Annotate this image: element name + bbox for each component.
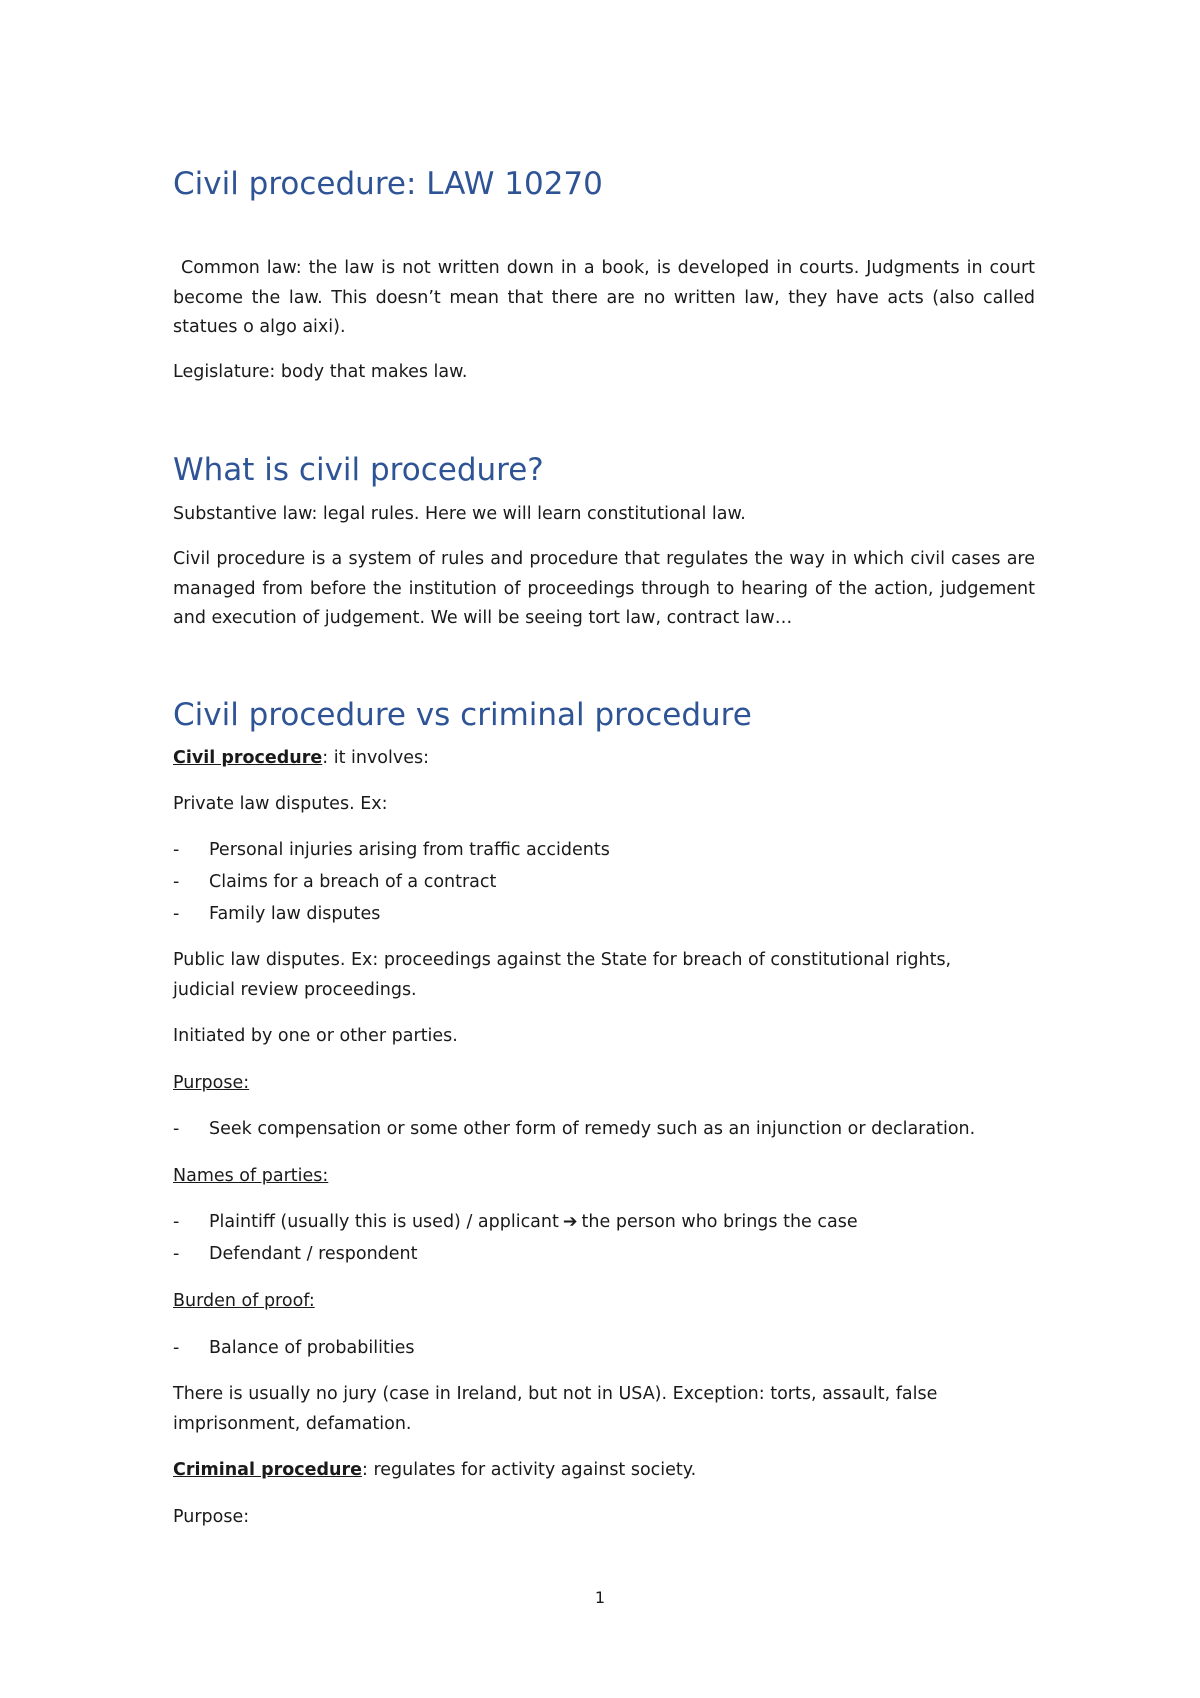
dash-icon: - bbox=[173, 904, 180, 924]
public-law-paragraph: Public law disputes. Ex: proceedings against the State for breach of constitutional rights, judicial review proceedings. bbox=[173, 950, 952, 1000]
substantive-law-paragraph: Substantive law: legal rules. Here we will learn constitutional law. bbox=[173, 504, 746, 524]
dash-icon: - bbox=[173, 1338, 180, 1358]
section-heading-what-is: What is civil procedure? bbox=[173, 452, 544, 488]
private-law-intro: Private law disputes. Ex: bbox=[173, 794, 388, 814]
right-arrow-icon: ➔ bbox=[562, 1212, 578, 1232]
purpose-label: Purpose: bbox=[173, 1073, 250, 1093]
legislature-paragraph: Legislature: body that makes law. bbox=[173, 362, 468, 382]
civil-procedure-label: Civil procedure bbox=[173, 748, 323, 768]
jury-paragraph: There is usually no jury (case in Ireland, but not in USA). Exception: torts, assault, false imprisonment, defamation. bbox=[173, 1384, 938, 1434]
burden-of-proof-label: Burden of proof: bbox=[173, 1291, 315, 1311]
definition-paragraph: Civil procedure is a system of rules and procedure that regulates the way in which civil cases are managed from before the institution of proceedings through to hearing of the action, judgement and execution of judgement. We will be seeing tort law, contract law… bbox=[173, 549, 1035, 628]
criminal-procedure-line bbox=[173, 1456, 1035, 1486]
criminal-procedure-label: Criminal procedure bbox=[173, 1460, 362, 1480]
purpose-label-2: Purpose: bbox=[173, 1507, 250, 1527]
civil-procedure-line bbox=[173, 744, 1035, 774]
list-item: - Claims for a breach of a contract bbox=[173, 868, 496, 897]
list-item: - Family law disputes bbox=[173, 900, 380, 929]
page-number: 1 bbox=[594, 1588, 606, 1607]
list-item: - Personal injuries arising from traffic accidents bbox=[173, 836, 610, 865]
dash-icon: - bbox=[173, 840, 180, 860]
dash-icon: - bbox=[173, 872, 180, 892]
names-of-parties-label: Names of parties: bbox=[173, 1166, 329, 1186]
dash-icon: - bbox=[173, 1119, 180, 1139]
list-item: - Balance of probabilities bbox=[173, 1334, 415, 1363]
list-item: - Plaintiff (usually this is used) / applicant ➔ the person who brings the case bbox=[173, 1208, 858, 1237]
initiated-paragraph: Initiated by one or other parties. bbox=[173, 1026, 458, 1046]
dash-icon: - bbox=[173, 1212, 180, 1232]
section-heading-vs: Civil procedure vs criminal procedure bbox=[173, 697, 752, 733]
list-item: - Defendant / respondent bbox=[173, 1240, 418, 1269]
civil-procedure-rest: : it involves: bbox=[322, 748, 430, 768]
criminal-procedure-rest: : regulates for activity against society. bbox=[361, 1460, 697, 1480]
document-title: Civil procedure: LAW 10270 bbox=[173, 166, 603, 202]
list-item: - Seek compensation or some other form of remedy such as an injunction or declaration. bbox=[173, 1115, 975, 1144]
dash-icon: - bbox=[173, 1244, 180, 1264]
common-law-paragraph: Common law: the law is not written down in a book, is developed in courts. Judgments in court become the law. This doesn’t mean that there are no written law, they have acts (also called statues o algo aixi). bbox=[173, 258, 1035, 337]
